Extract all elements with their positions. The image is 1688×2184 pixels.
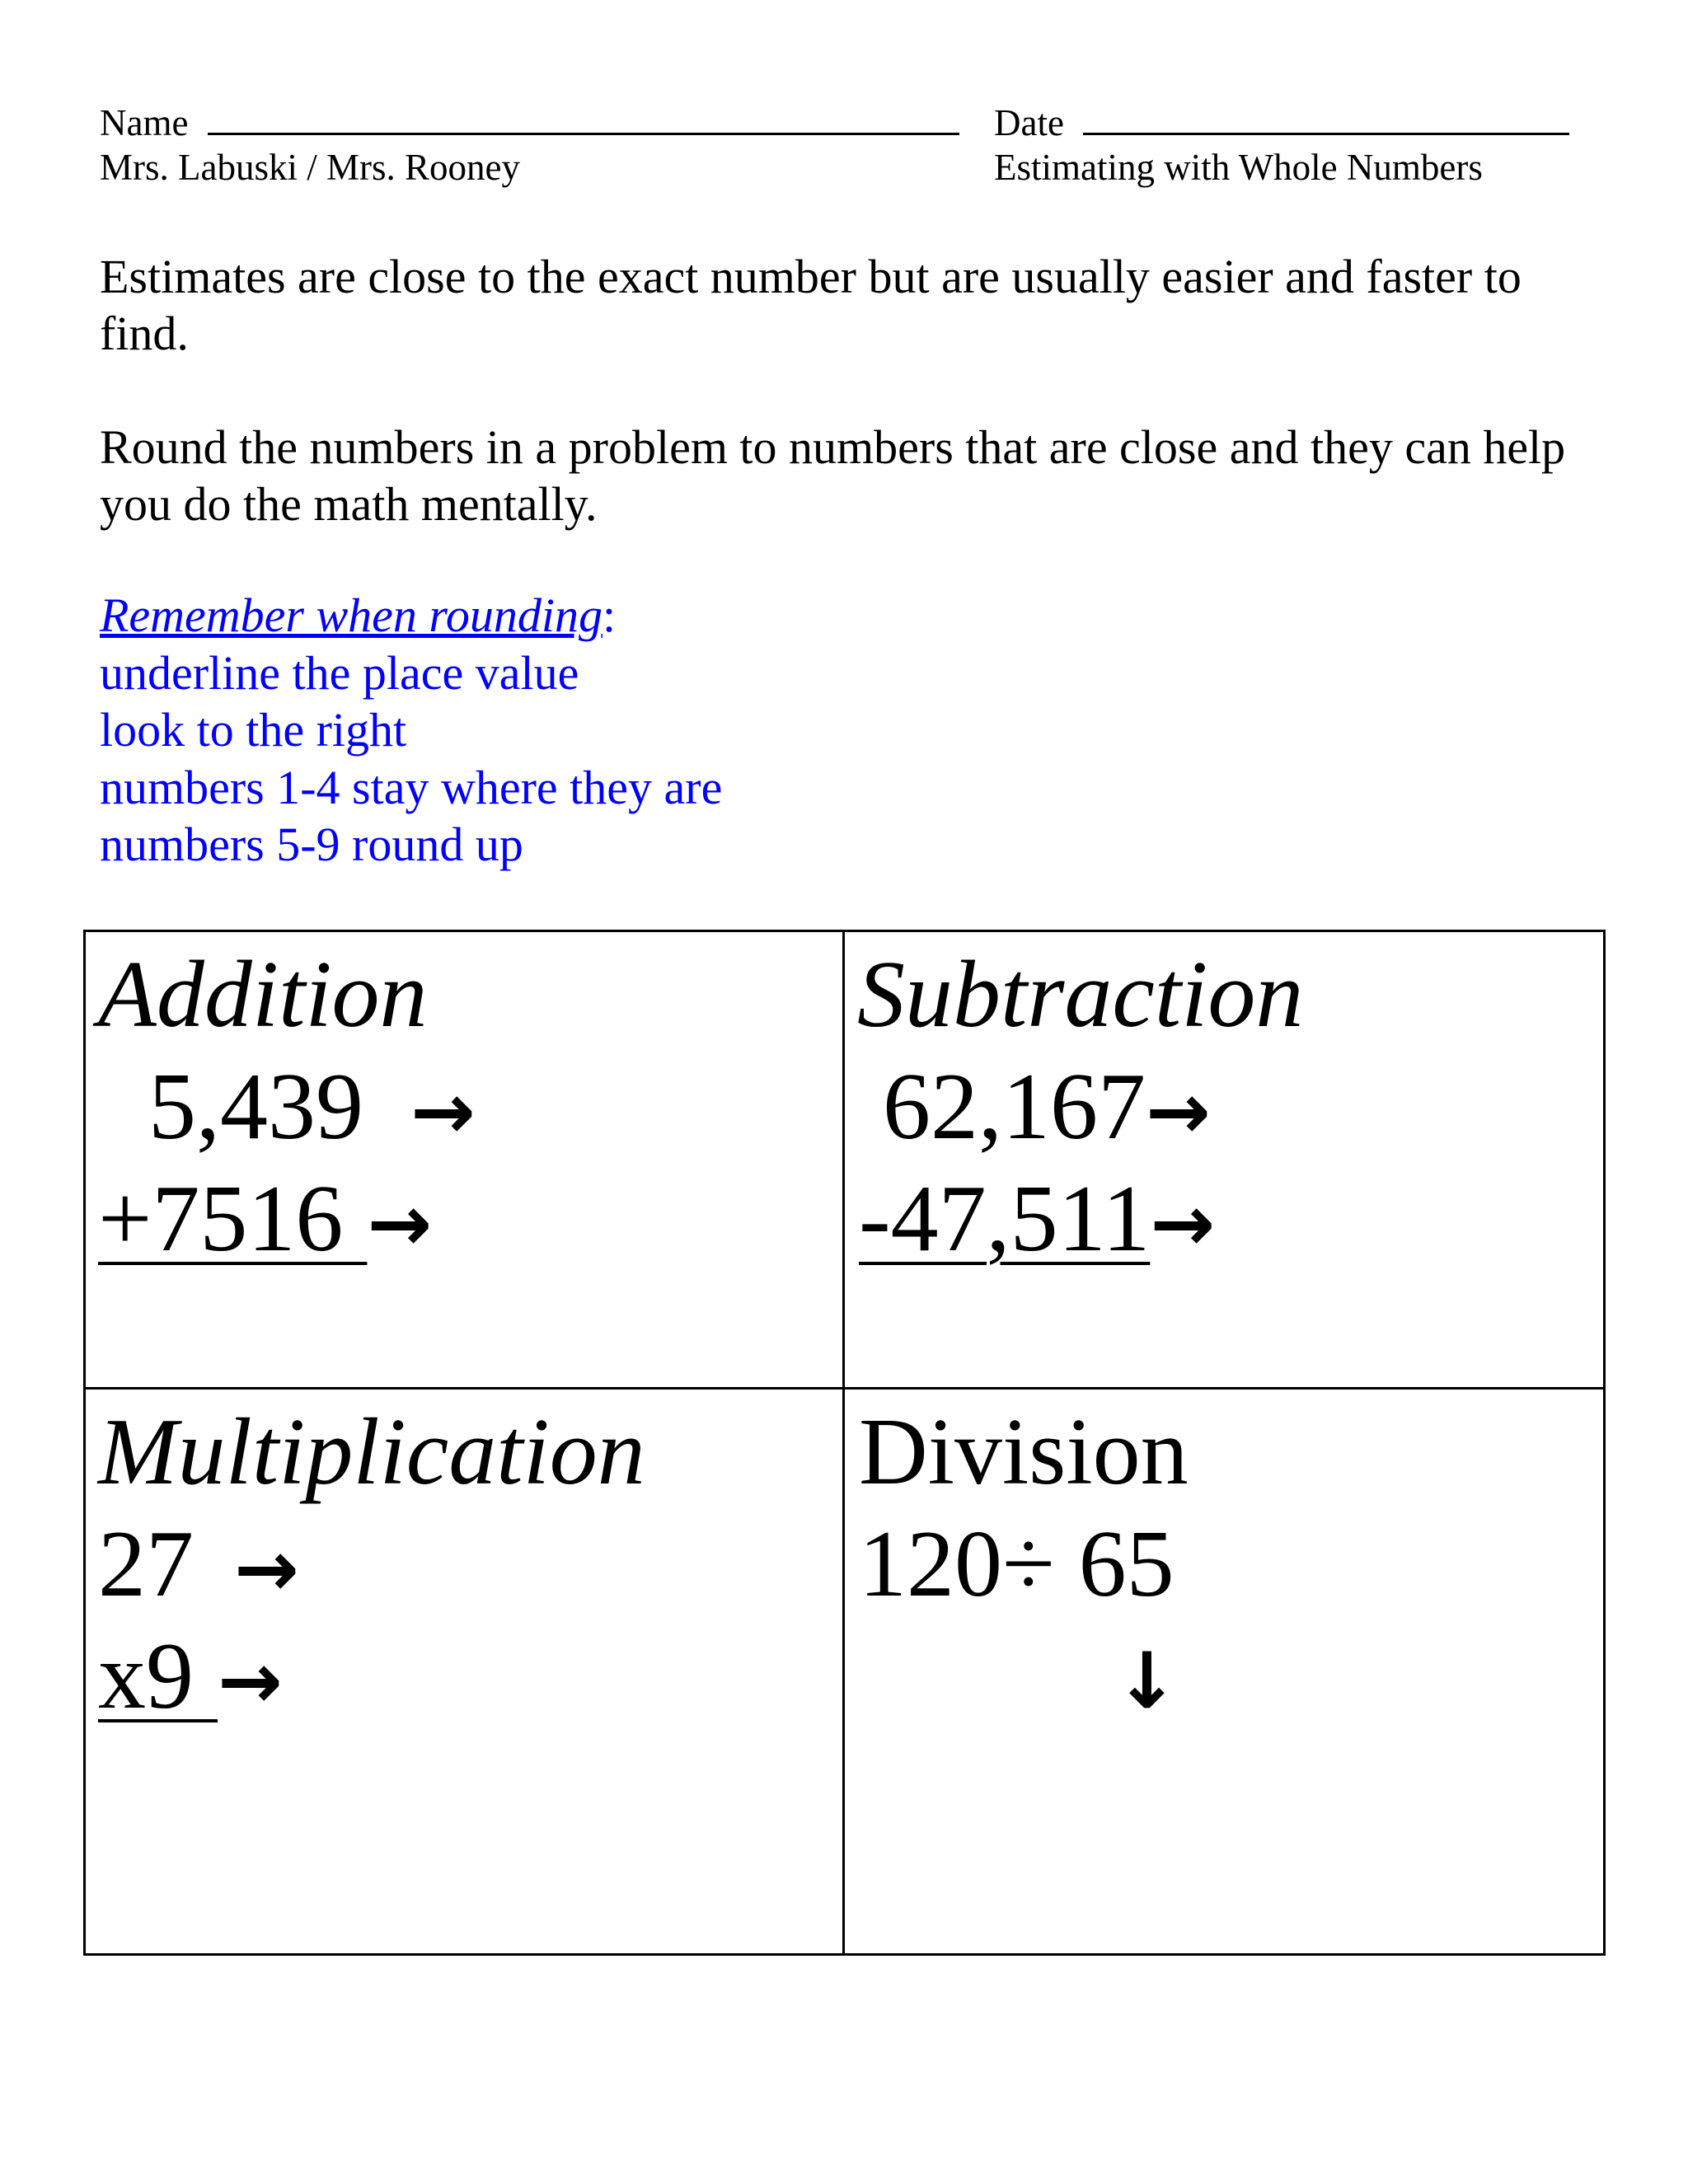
date-field bbox=[994, 101, 1569, 145]
intro-paragraph-round: Round the numbers in a problem to numbers that are close and they can help you do the math mentally. bbox=[100, 420, 1566, 531]
date-blank-line[interactable] bbox=[1083, 132, 1569, 135]
teacher-names: Mrs. Labuski / Mrs. Rooney bbox=[100, 147, 520, 188]
right-arrow-icon: → bbox=[410, 1067, 476, 1157]
subtraction-subtrahend: -47,511 bbox=[859, 1166, 1151, 1272]
addition-line-2 bbox=[98, 1165, 432, 1278]
name-field bbox=[100, 101, 959, 145]
right-arrow-icon: → bbox=[1146, 1067, 1211, 1157]
table-vertical-divider bbox=[842, 930, 845, 1956]
division-title: Division bbox=[859, 1399, 1189, 1505]
intro-paragraph-estimates: Estimates are close to the exact number but are usually easier and faster to find. bbox=[100, 250, 1522, 360]
down-arrow-icon bbox=[1114, 1623, 1179, 1736]
name-blank-line[interactable] bbox=[208, 132, 959, 135]
addition-title: Addition bbox=[98, 942, 428, 1047]
division-expression: 120÷ 65 bbox=[859, 1511, 1175, 1617]
date-label: Date bbox=[994, 102, 1064, 143]
rules-heading: Remember when rounding bbox=[100, 588, 603, 642]
addition-addend-2: +7516 bbox=[98, 1166, 368, 1272]
multiplication-factor-1: 27 bbox=[98, 1511, 194, 1617]
right-arrow-icon: → bbox=[218, 1637, 283, 1727]
rule-item: look to the right bbox=[100, 703, 407, 757]
right-arrow-icon: → bbox=[1150, 1179, 1216, 1269]
multiplication-title: Multiplication bbox=[98, 1399, 645, 1505]
rule-item: underline the place value bbox=[100, 645, 579, 700]
name-label: Name bbox=[100, 102, 189, 143]
right-arrow-icon: → bbox=[234, 1525, 299, 1615]
multiplication-line-1 bbox=[98, 1511, 299, 1624]
rounding-rules bbox=[100, 587, 722, 874]
subtraction-minuend: 62,167 bbox=[883, 1054, 1146, 1160]
rules-heading-line bbox=[100, 587, 722, 644]
right-arrow-icon: → bbox=[367, 1179, 433, 1269]
subtraction-line-1 bbox=[883, 1053, 1211, 1166]
rule-item: numbers 1-4 stay where they are bbox=[100, 760, 723, 814]
subtraction-line-2 bbox=[859, 1165, 1215, 1278]
down-arrow-glyph: ↓ bbox=[1114, 1637, 1179, 1727]
subtraction-title: Subtraction bbox=[857, 942, 1304, 1047]
multiplication-line-2 bbox=[98, 1623, 283, 1736]
table-horizontal-divider bbox=[83, 1387, 1606, 1390]
addition-line-1 bbox=[148, 1053, 476, 1166]
rules-heading-colon: : bbox=[602, 588, 617, 642]
multiplication-factor-2: x9 bbox=[98, 1624, 218, 1729]
worksheet-topic: Estimating with Whole Numbers bbox=[994, 147, 1483, 188]
addition-addend-1: 5,439 bbox=[148, 1054, 363, 1160]
rule-item: numbers 5-9 round up bbox=[100, 818, 523, 871]
